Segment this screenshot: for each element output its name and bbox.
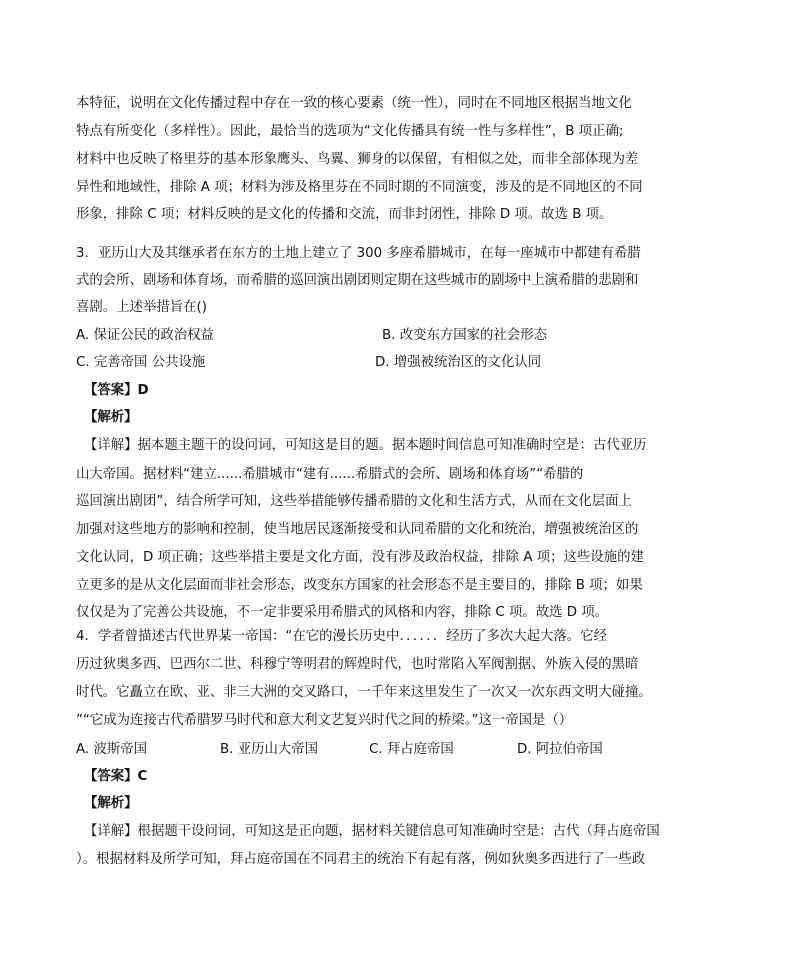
q3-detail-line-4: 加强对这些地方的影响和控制，使当地居民逐渐接受和认同希腊的文化和统治，增强被统治区的 bbox=[76, 522, 639, 537]
q3-stem-line-2: 式的会所、剧场和体育场，而希腊的巡回演出剧团则定期在这些城市的剧场中上演希腊的悲剧和 bbox=[76, 273, 639, 288]
prev-answer-line-2: 特点有所变化（多样性）。因此，最恰当的选项为“文化传播具有统一性与多样性”，B 项正确; bbox=[76, 124, 624, 139]
q3-option-a: A. 保证公民的政治权益 bbox=[76, 328, 214, 343]
q4-stem-line-4: ”“它成为连接古代希腊罗马时代和意大利文艺复兴时代之间的桥梁。”这一帝国是（） bbox=[76, 713, 573, 728]
q3-detail-line-7: 仅仅是为了完善公共设施，不一定非要采用希腊式的风格和内容，排除 C 项。故选 D 项。 bbox=[76, 605, 609, 620]
q3-option-d: D. 增强被统治区的文化认同 bbox=[375, 355, 542, 370]
q4-option-c: C. 拜占庭帝国 bbox=[369, 742, 454, 757]
q3-analysis-label: 【解析】 bbox=[84, 410, 138, 425]
q4-option-a: A. 波斯帝国 bbox=[76, 742, 147, 757]
q3-detail-line-5: 文化认同，D 项正确；这些举措主要是文化方面，没有涉及政治权益，排除 A 项；这些设施的建 bbox=[76, 550, 644, 565]
q4-detail-line-2: ）。根据材料及所学可知，拜占庭帝国在不同君主的统治下有起有落，例如狄奥多西进行了一些政 bbox=[76, 852, 646, 867]
q4-stem-line-3: 时代。它矗立在欧、亚、非三大洲的交叉路口，一千年来这里发生了一次又一次东西文明大碰撞。 bbox=[76, 685, 652, 700]
q3-detail-line-6: 立更多的是从文化层面而非社会形态，改变东方国家的社会形态不是主要目的，排除 B 项；如果 bbox=[76, 578, 643, 593]
q3-stem-line-1: 3．亚历山大及其继承者在东方的土地上建立了 300 多座希腊城市，在每一座城市中都建有希腊 bbox=[76, 246, 641, 261]
q3-option-b: B. 改变东方国家的社会形态 bbox=[382, 328, 547, 343]
prev-answer-line-1: 本特征，说明在文化传播过程中存在一致的核心要素（统一性），同时在不同地区根据当地文化 bbox=[76, 96, 632, 111]
q3-detail-line-2: 山大帝国。据材料“建立......希腊城市“建有......希腊式的会所、剧场和体育场”“希腊的 bbox=[76, 467, 584, 482]
q3-detail-line-3: 巡回演出剧团”，结合所学可知，这些举措能够传播希腊的文化和生活方式，从而在文化层面上 bbox=[76, 494, 632, 509]
q3-answer-label: 【答案】D bbox=[84, 383, 149, 398]
q4-stem-line-1: 4．学者曾描述古代世界某一帝国：“在它的漫长历史中．．．．．．经历了多次大起大落。它经 bbox=[76, 629, 607, 644]
q4-option-d: D. 阿拉伯帝国 bbox=[517, 742, 603, 757]
q4-analysis-label: 【解析】 bbox=[84, 796, 138, 811]
q4-detail-line-1: 【详解】根据题干设问词，可知这是正向题，据材料关键信息可知准确时空是：古代（拜占庭帝国 bbox=[84, 824, 660, 839]
q4-answer-label: 【答案】C bbox=[84, 769, 148, 784]
q3-detail-line-1: 【详解】据本题主题干的设问词，可知这是目的题。据本题时间信息可知准确时空是：古代亚历 bbox=[84, 438, 647, 453]
prev-answer-line-5: 形象，排除 C 项；材料反映的是文化的传播和交流，而非封闭性，排除 D 项。故选 B 项。 bbox=[76, 207, 613, 222]
q3-stem-line-3: 喜剧。上述举措旨在() bbox=[76, 300, 207, 315]
q3-option-c: C. 完善帝国 公共设施 bbox=[76, 355, 206, 370]
q4-stem-line-2: 历过狄奥多西、巴西尔二世、科穆宁等明君的辉煌时代，也时常陷入军阀割据、外族入侵的黑暗 bbox=[76, 657, 639, 672]
q4-option-b: B. 亚历山大帝国 bbox=[220, 742, 319, 757]
prev-answer-line-3: 材料中也反映了格里芬的基本形象鹰头、鸟翼、狮身的以保留，有相似之处，而非全部体现为差 bbox=[76, 152, 639, 167]
prev-answer-line-4: 异性和地域性，排除 A 项；材料为涉及格里芬在不同时期的不同演变，涉及的是不同地区的不同 bbox=[76, 180, 643, 195]
